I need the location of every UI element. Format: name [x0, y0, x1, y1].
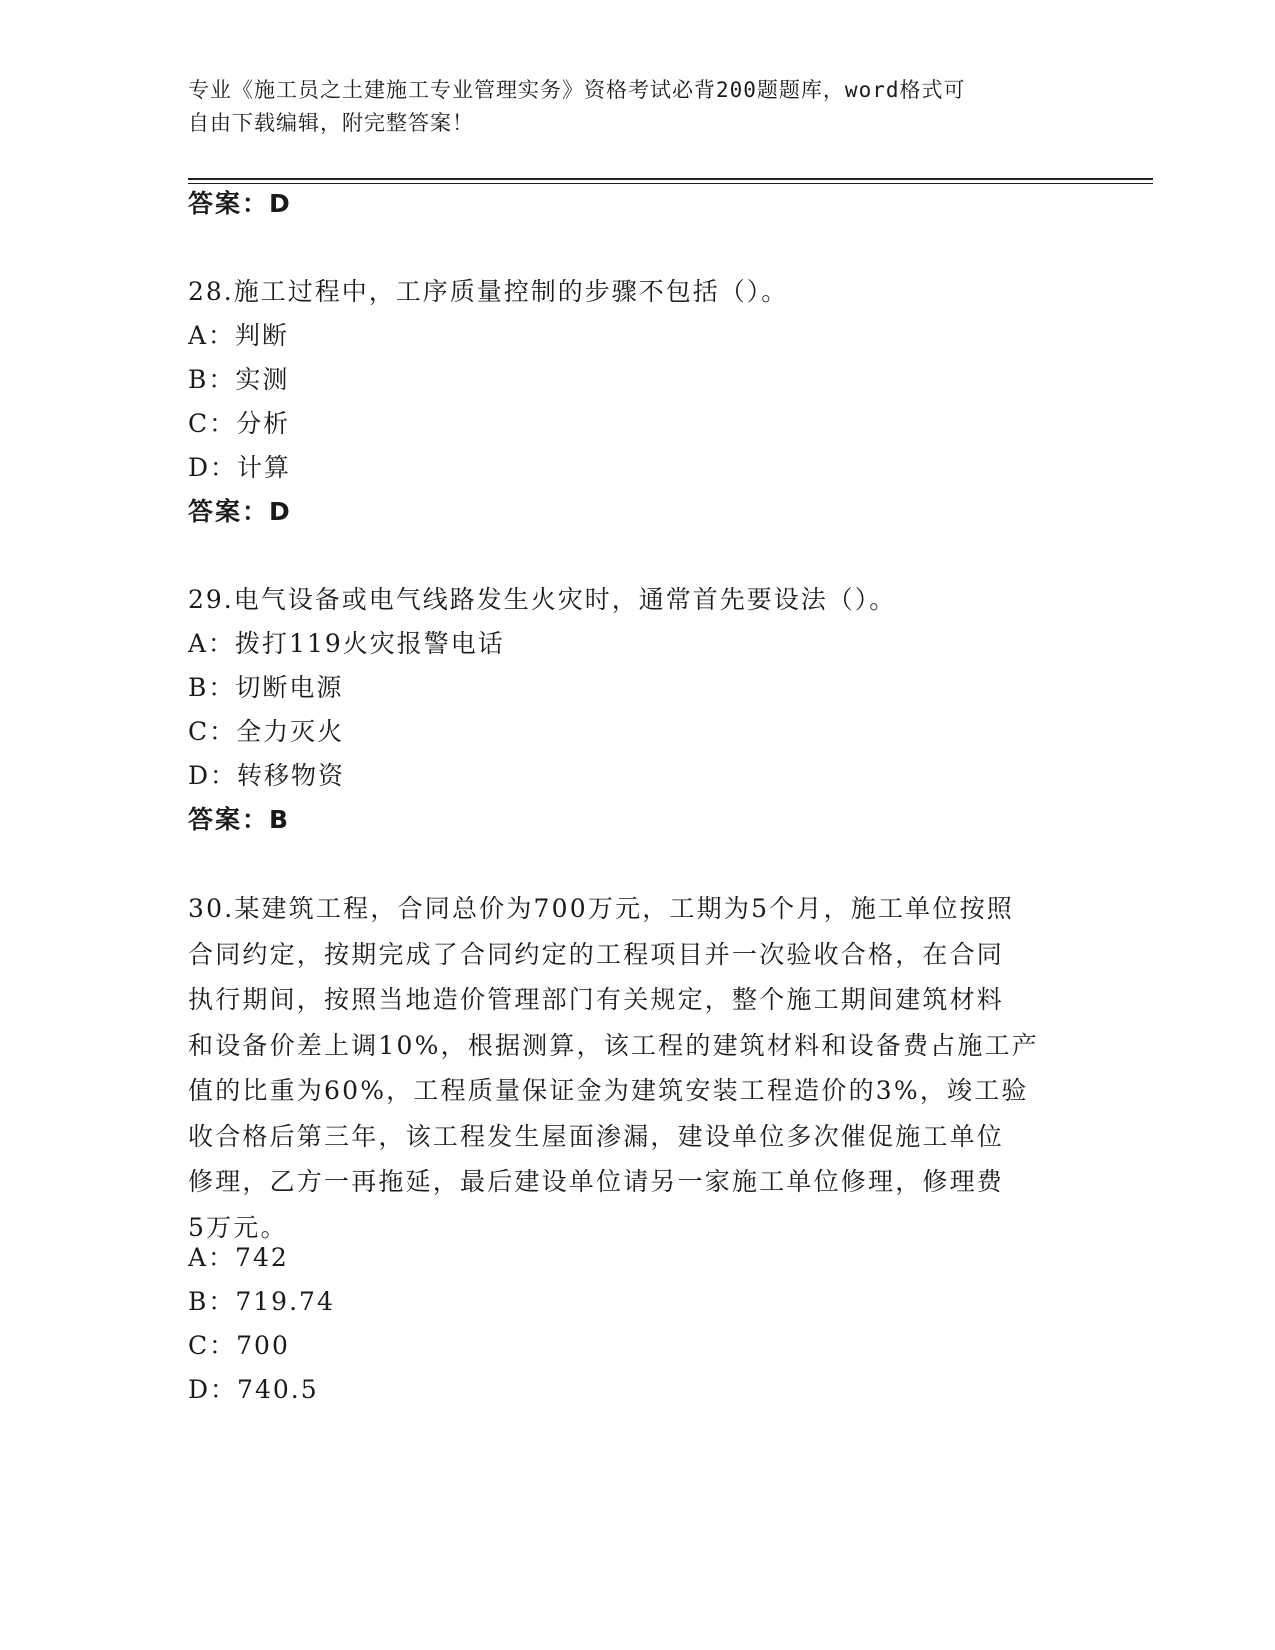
question-28-option-d: D：计算 [188, 453, 292, 482]
question-28-stem: 28.施工过程中，工序质量控制的步骤不包括（）。 [188, 277, 789, 306]
question-30-stem-line-8: 5万元。 [188, 1212, 288, 1242]
question-30-stem-line-1: 30.某建筑工程，合同总价为700万元，工期为5个月，施工单位按照 [188, 894, 1014, 923]
question-30-stem-line-6: 收合格后第三年，该工程发生屋面渗漏，建设单位多次催促施工单位 [188, 1121, 1005, 1151]
question-30-stem-line-4: 和设备价差上调10%，根据测算，该工程的建筑材料和设备费占施工产 [188, 1030, 1039, 1060]
document-header [188, 74, 1088, 140]
header-line-2: 自由下载编辑，附完整答案！ [188, 111, 474, 135]
header-divider-thin [188, 183, 1153, 184]
question-29-option-a: A：拨打119火灾报警电话 [188, 629, 505, 658]
question-30-stem-line-3: 执行期间，按照当地造价管理部门有关规定，整个施工期间建筑材料 [188, 985, 1005, 1014]
question-30-stem [188, 886, 1088, 1250]
question-30-option-c: C：700 [188, 1331, 290, 1360]
question-30-stem-line-5: 值的比重为60%，工程质量保证金为建筑安装工程造价的3%，竣工验 [188, 1076, 1029, 1105]
answer-previous: 答案：D [188, 189, 292, 218]
question-28-answer: 答案：D [188, 497, 292, 526]
question-29-answer: 答案：B [188, 805, 291, 834]
question-29-option-c: C：全力灭火 [188, 717, 345, 746]
question-30-option-b: B：719.74 [188, 1287, 335, 1316]
question-28-option-c: C：分析 [188, 409, 291, 438]
question-30-stem-line-7: 修理，乙方一再拖延，最后建设单位请另一家施工单位修理，修理费 [188, 1167, 1005, 1196]
question-28-option-a: A：判断 [188, 321, 290, 350]
question-29-option-b: B：切断电源 [188, 673, 344, 702]
header-line-1: 专业《施工员之土建施工专业管理实务》资格考试必背200题题库，word格式可 [188, 78, 966, 102]
question-29-option-d: D：转移物资 [188, 761, 346, 790]
question-30-option-d: D：740.5 [188, 1375, 319, 1404]
header-divider-thick [188, 178, 1153, 180]
question-29-stem: 29.电气设备或电气线路发生火灾时，通常首先要设法（）。 [188, 585, 897, 614]
question-30-option-a: A：742 [188, 1243, 289, 1272]
question-30-stem-line-2: 合同约定，按期完成了合同约定的工程项目并一次验收合格，在合同 [188, 939, 1005, 969]
question-28-option-b: B：实测 [188, 365, 290, 394]
